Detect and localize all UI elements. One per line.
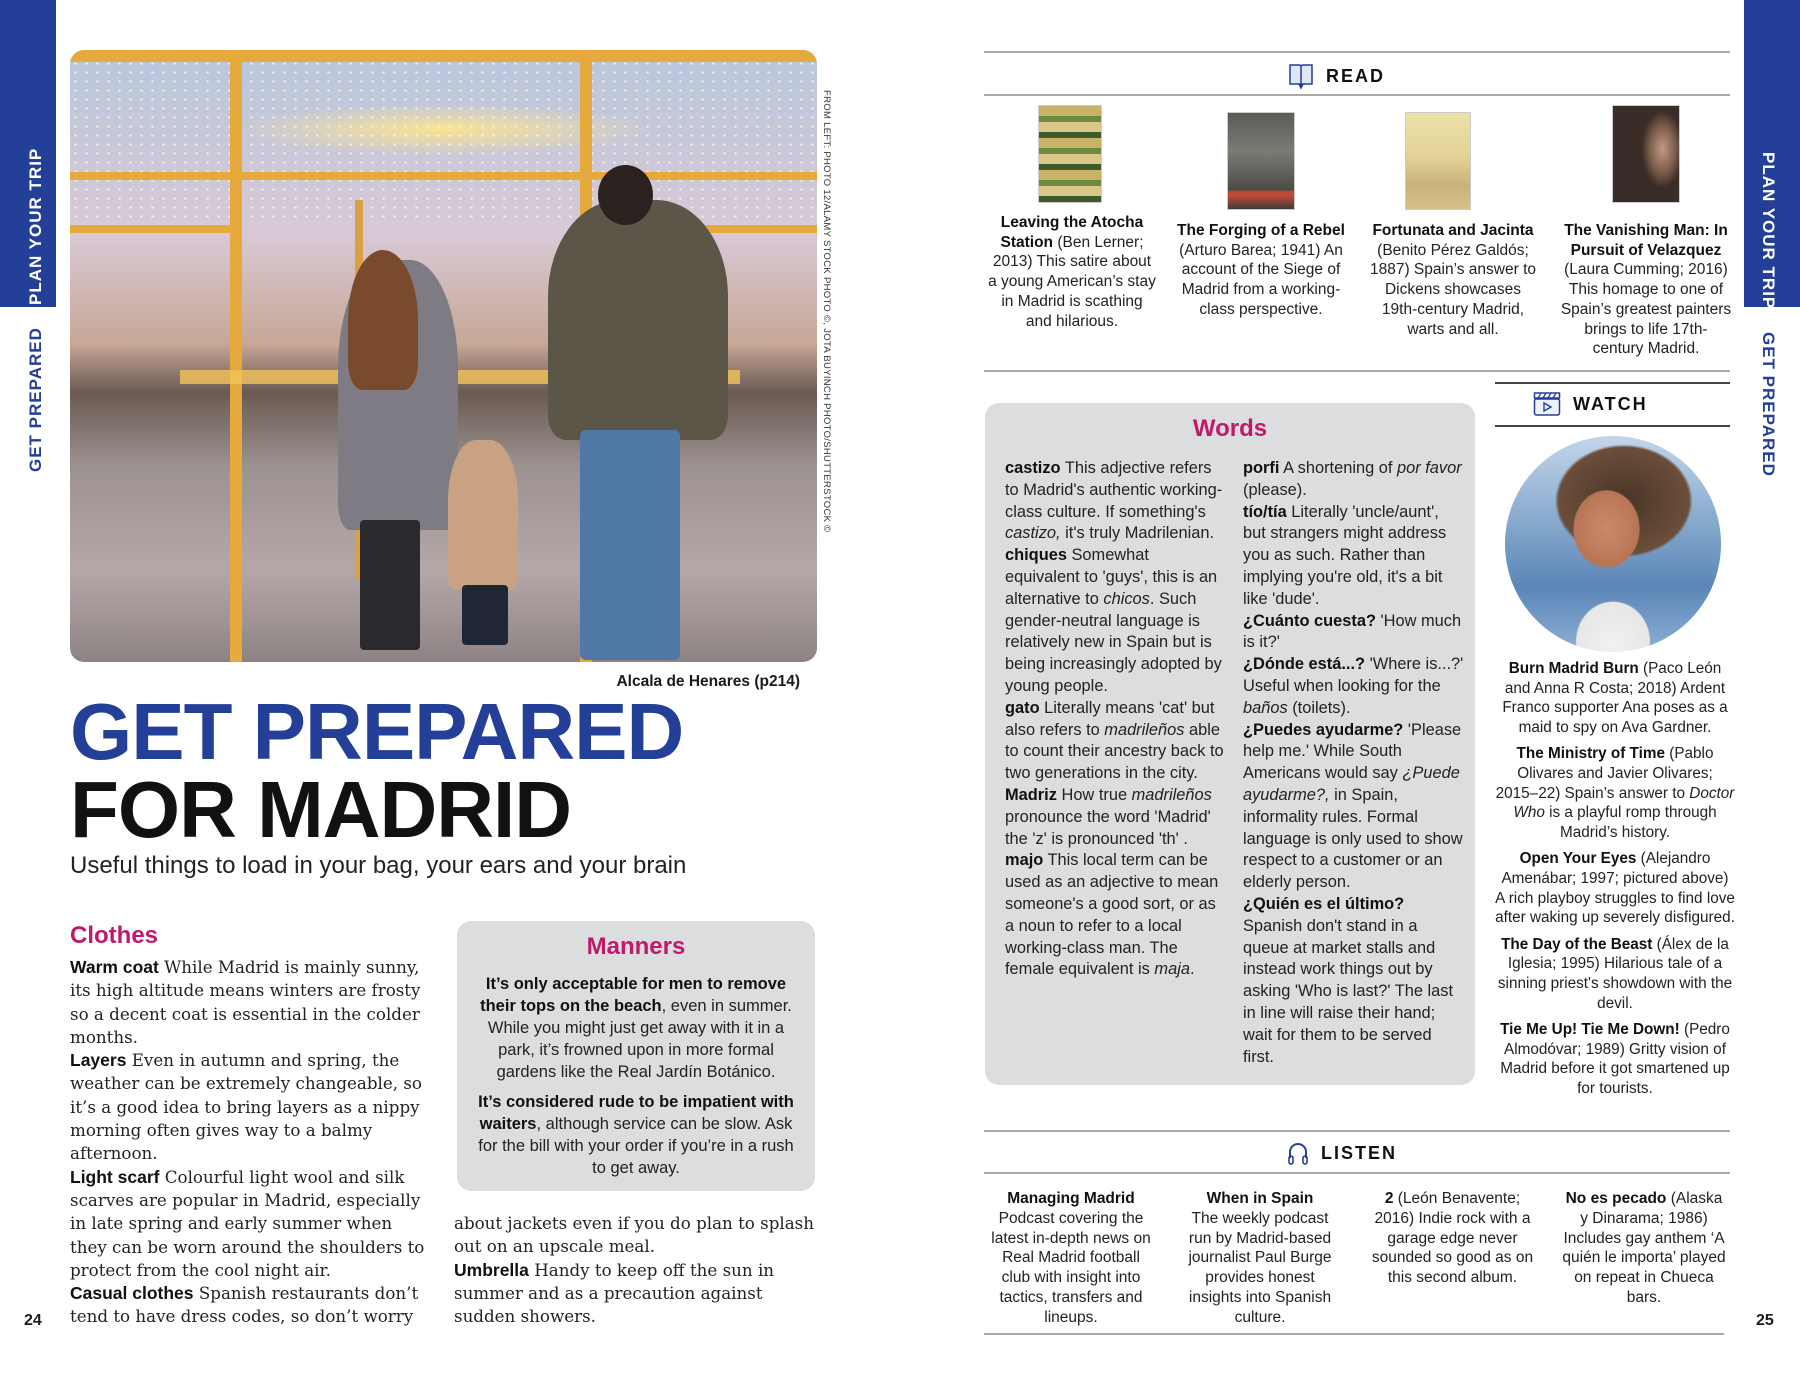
listen-item: 2 (León Benavente; 2016) Indie rock with a garage edge never sounded so good as on this second album.: [1371, 1190, 1534, 1287]
word-entry: gato Literally means 'cat' but also refers to madrileños able to count their ancestry back to two generations in the city.: [1005, 698, 1224, 783]
clothes-column-1: [70, 956, 430, 1329]
clothes-item: Light scarf Colourful light wool and silk scarves are popular in Madrid, especially in late spring and early summer when they can be worn around the shoulders to protect from the cool night air.: [70, 1166, 425, 1280]
clothes-item: Umbrella Handy to keep off the sun in summer and as a precaution against sudden showers.: [454, 1259, 775, 1327]
divider: [984, 1172, 1730, 1174]
clothes-item: Warm coat While Madrid is mainly sunny, its high altitude means winters are frosty so a decent coat is essential in the colder months.: [70, 957, 421, 1047]
divider: [1495, 382, 1730, 384]
word-entry: ¿Dónde está...? 'Where is...?' Useful when looking for the baños (toilets).: [1243, 655, 1464, 717]
book-cover-leaving-the-atocha-station: [1038, 105, 1102, 203]
book-item: Leaving the Atocha Station (Ben Lerner; 2013) This satire about a young American’s stay in Madrid is scathing and hilarious.: [988, 214, 1156, 330]
fairy-lights: [70, 50, 817, 220]
word-entry: castizo This adjective refers to Madrid's authentic working-class culture. If something's castizo, it's truly Madrilenian.: [1005, 459, 1223, 543]
hero-photo: [70, 50, 817, 662]
clothes-item: Layers Even in autumn and spring, the weather can be extremely changeable, so it’s a good idea to bring layers as a nippy morning often gives way to a balmy afternoon.: [70, 1050, 422, 1164]
watch-item: The Ministry of Time (Pablo Olivares and Javier Olivares; 2015–22) Spain’s answer to Doctor Who is a playful romp through Madrid’s history.: [1495, 745, 1735, 841]
divider: [1495, 425, 1730, 427]
divider: [984, 51, 1730, 53]
listen-item: Managing Madrid Podcast covering the latest in-depth news on Real Madrid football club with insight into tactics, transfers and lineups.: [991, 1190, 1151, 1326]
clothes-item-continued: about jackets even if you do plan to splash out on an upscale meal.: [454, 1213, 814, 1257]
read-heading: READ: [1326, 65, 1386, 86]
headphones-icon: [1287, 1140, 1309, 1166]
clothes-column-2: [454, 1212, 814, 1328]
word-entry: Madriz How true madrileños pronounce the word 'Madrid' the 'z' is pronounced 'th' .: [1005, 785, 1212, 848]
clothes-item: Casual clothes Spanish restaurants don’t tend to have dress codes, so don’t worry: [70, 1283, 419, 1327]
divider: [984, 1130, 1730, 1132]
book-icon: [1288, 62, 1314, 90]
watch-heading: WATCH: [1573, 393, 1648, 414]
word-entry: ¿Puedes ayudarme? 'Please help me.' While South Americans would say ¿Puede ayudarme?, in Spain, informality rules. Formal language is only used to show respect to a customer or an elderly person.: [1243, 720, 1463, 892]
word-entry: porfi A shortening of por favor (please).: [1243, 459, 1462, 499]
word-entry: tío/tía Literally 'uncle/aunt', but strangers might address you as such. Rather than implying you're old, it's a bit like 'dude'.: [1243, 502, 1447, 608]
watch-photo-open-your-eyes: [1505, 436, 1721, 652]
side-tab-left: [0, 0, 56, 500]
book-item: The Vanishing Man: In Pursuit of Velazquez (Laura Cumming; 2016) This homage to one of Spain’s greatest painters brings to life 17th-century Madrid.: [1560, 222, 1732, 358]
chapter-label: GET PREPARED: [1759, 332, 1778, 477]
listen-header: [1287, 1140, 1397, 1166]
page-title-line1: GET PREPARED: [70, 687, 684, 776]
book-cover-the-vanishing-man: [1612, 105, 1680, 203]
book-cover-fortunata-and-jacinta: [1405, 112, 1471, 210]
watch-item: Open Your Eyes (Alejandro Amenábar; 1997; pictured above) A rich playboy struggles to find love after waking up severely disfigured.: [1495, 850, 1735, 927]
book-item: Fortunata and Jacinta (Benito Pérez Galdós; 1887) Spain’s answer to Dickens showcases 19th-century Madrid, warts and all.: [1369, 222, 1536, 338]
read-header: [1288, 62, 1385, 90]
watch-item: The Day of the Beast (Álex de la Iglesia; 1995) Hilarious tale of a sinning priest's showdown with the devil.: [1497, 935, 1733, 1012]
page-number-right: 25: [1756, 1312, 1774, 1329]
watch-header: [1533, 391, 1648, 417]
photo-credit: FROM LEFT: PHOTO 12/ALAMY STOCK PHOTO ©, JOTA BUYINCH PHOTO/SHUTTERSTOCK ©: [821, 90, 832, 533]
page-number-left: 24: [24, 1312, 42, 1329]
listen-heading: LISTEN: [1321, 1142, 1398, 1163]
page-title-line2: FOR MADRID: [70, 765, 572, 854]
watch-list: [1495, 659, 1735, 1105]
section-label: PLAN YOUR TRIP: [26, 147, 45, 305]
manners-item: It’s considered rude to be impatient with waiters, although service can be slow. Ask for the bill with your order if you’re in a rush to get away.: [478, 1093, 794, 1177]
film-clapper-icon: [1533, 391, 1561, 417]
words-column-2: [1243, 458, 1465, 1068]
chapter-label: GET PREPARED: [26, 327, 45, 472]
word-entry: ¿Quién es el último? Spanish don't stand in a queue at market stalls and instead work things out by asking 'Who is last?' The last in line will raise their hand; wait for them to be served first.: [1243, 894, 1454, 1066]
book-cover-the-forging-of-a-rebel: [1227, 112, 1295, 210]
page-subtitle: Useful things to load in your bag, your ears and your brain: [70, 852, 687, 879]
words-heading: Words: [1192, 415, 1268, 442]
listen-item: When in Spain The weekly podcast run by Madrid-based journalist Paul Burge provides honest insights into Spanish culture.: [1188, 1190, 1332, 1326]
words-column-1: [1005, 458, 1225, 981]
word-entry: ¿Cuánto cuesta? 'How much is it?': [1243, 611, 1462, 652]
book-item: The Forging of a Rebel (Arturo Barea; 1941) An account of the Siege of Madrid from a working-class perspective.: [1177, 222, 1345, 318]
watch-item: Burn Madrid Burn (Paco León and Anna R Costa; 2018) Ardent Franco supporter Ana poses as a maid to spy on Ava Gardner.: [1502, 660, 1728, 736]
divider: [984, 370, 1730, 372]
clothes-heading: Clothes: [70, 922, 159, 949]
word-entry: chiques Somewhat equivalent to 'guys', this is an alternative to chicos. Such gender-neutral language is relatively new in Spain but is being increasingly adopted by young people.: [1005, 546, 1222, 695]
manners-item: It’s only acceptable for men to remove their tops on the beach, even in summer. While you might just get away with it in a park, it’s frowned upon in more formal gardens like the Real Jardín Botánico.: [480, 975, 792, 1081]
divider: [984, 94, 1730, 96]
divider: [984, 1333, 1724, 1335]
man-figure: [548, 200, 728, 440]
photo-caption: Alcala de Henares (p214): [616, 673, 800, 690]
words-box: [985, 403, 1475, 1085]
watch-item: Tie Me Up! Tie Me Down! (Pedro Almodóvar; 1989) Gritty vision of Madrid before it got smartened up for tourists.: [1500, 1021, 1730, 1097]
listen-item: No es pecado (Alaska y Dinarama; 1986) Includes gay anthem ‘A quién le importa’ played on repeat in Chueca bars.: [1562, 1190, 1726, 1306]
child-figure: [448, 440, 518, 590]
manners-heading: Manners: [586, 933, 686, 960]
section-label: PLAN YOUR TRIP: [1759, 152, 1778, 310]
manners-box: [457, 921, 815, 1191]
word-entry: majo This local term can be used as an adjective to mean someone's a good sort, or as a noun to refer to a local working-class man. The female equivalent is maja.: [1005, 851, 1219, 979]
side-tab-right: [1744, 0, 1800, 500]
